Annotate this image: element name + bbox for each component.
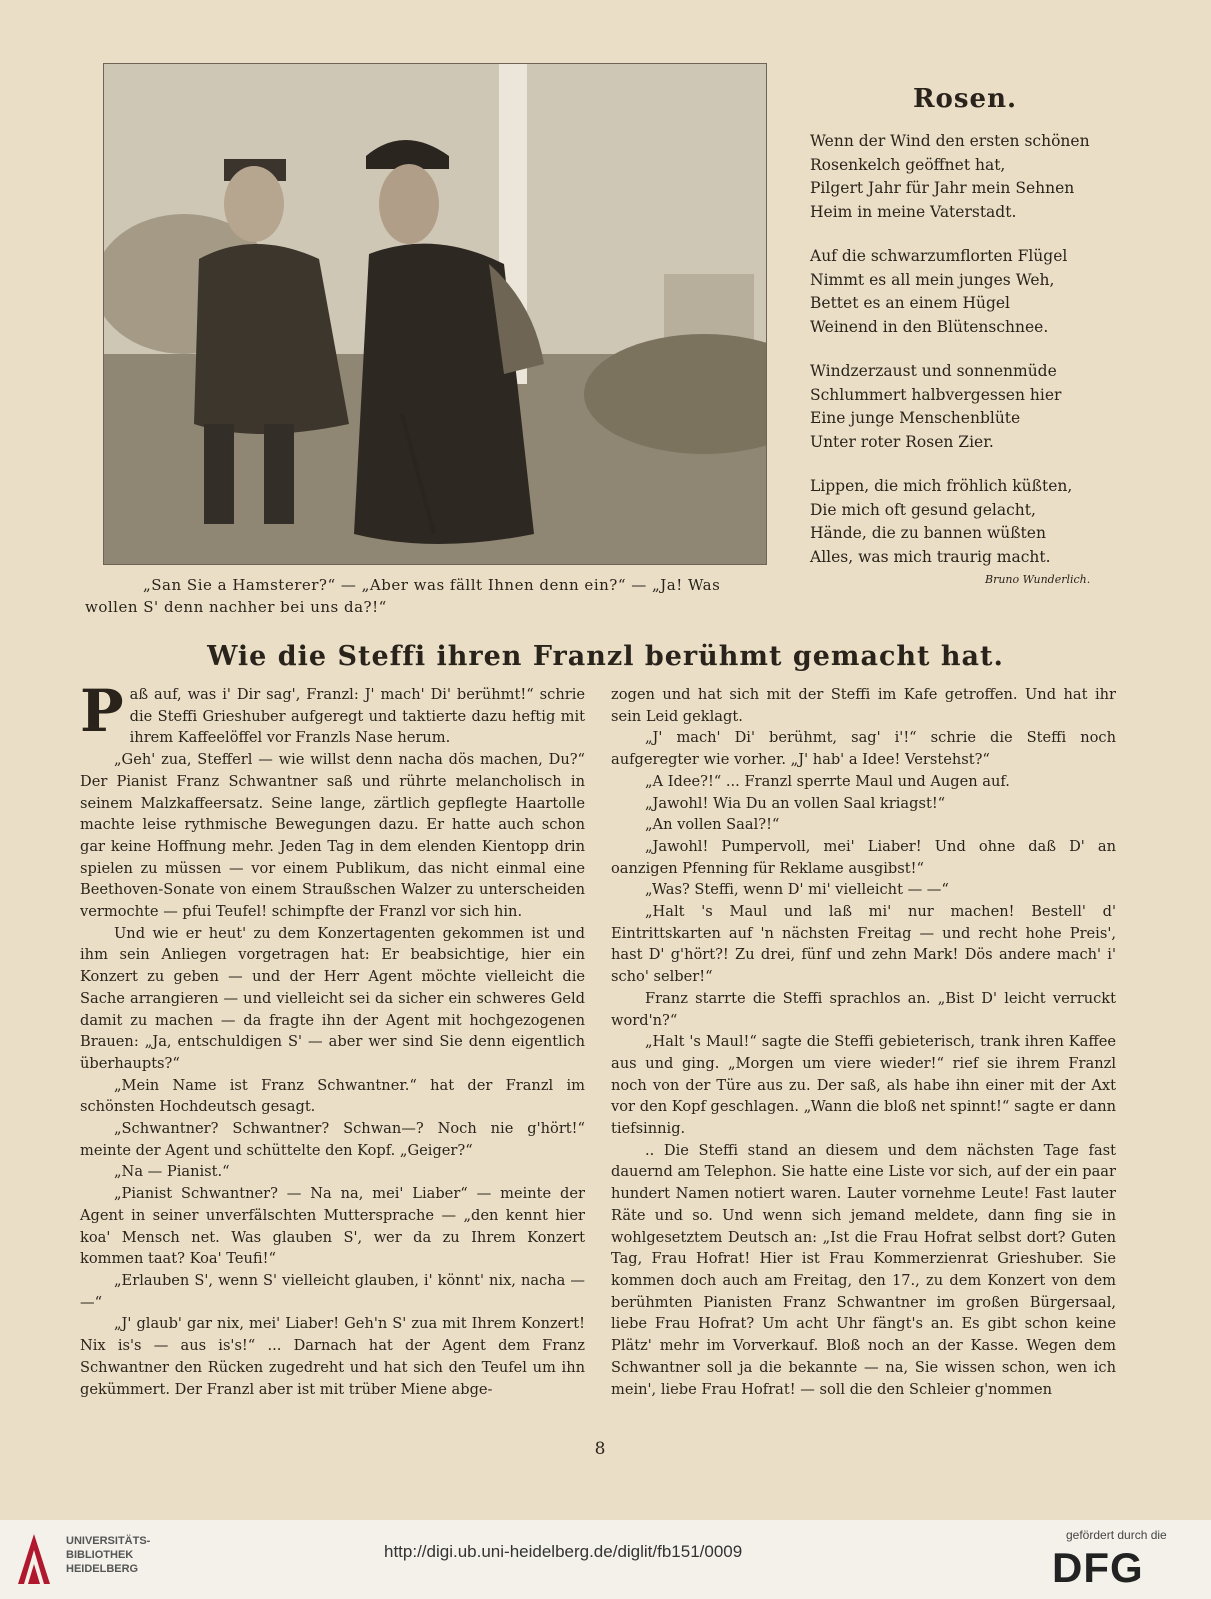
poem-line: Windzerzaust und sonnenmüde xyxy=(810,362,1057,380)
funded-by-label: gefördert durch die xyxy=(1066,1528,1167,1542)
poem-title: Rosen. xyxy=(912,84,1018,114)
poem-line: Auf die schwarzumflorten Flügel xyxy=(810,247,1068,265)
paragraph: „Na — Pianist.“ xyxy=(114,1163,230,1181)
poem-line: Weinend in den Blütenschnee. xyxy=(810,317,1049,336)
paragraph: aß auf, was i' Dir sag', Franzl: J' mach' Di' berühmt!“ schrie die Steffi Grieshuber aufgeregt und taktierte dazu heftig mit ihrem Kaffeelöffel vor Franzls Nase herum. xyxy=(129,686,585,747)
poem-line: Pilgert Jahr für Jahr mein Sehnen xyxy=(810,179,1075,197)
paragraph: „Was? Steffi, wenn D' mi' vielleicht — —“ xyxy=(645,881,949,899)
poem-line: Bettet es an einem Hügel xyxy=(810,294,1011,312)
illustration-caption xyxy=(85,574,785,618)
paragraph: „Pianist Schwantner? — Na na, mei' Liaber“ — meinte der Agent in seiner unverfälschten Muttersprache — „den kennt hier koa' Mensch net. Was glauben S', wer da zu Ihrem Konzert kommen taat? Koa' Teufi!“ xyxy=(80,1185,585,1268)
poem-line: Wenn der Wind den ersten schönen xyxy=(810,132,1090,150)
drop-cap: P xyxy=(80,677,124,745)
poem-line: Schlummert halbvergessen hier xyxy=(810,385,1062,404)
paragraph: „Jawohl! Pumpervoll, mei' Liaber! Und ohne daß D' an oanzigen Pfenning für Reklame ausgibst!“ xyxy=(611,837,1116,877)
article-column-right xyxy=(611,684,1116,1400)
poem-line: Rosenkelch geöffnet hat, xyxy=(810,155,1006,174)
university-logo-icon[interactable] xyxy=(14,1530,54,1588)
poem xyxy=(810,130,1110,590)
poem-stanza xyxy=(810,475,1110,569)
poem-line: Heim in meine Vaterstadt. xyxy=(810,202,1017,221)
poem-stanza xyxy=(810,130,1110,224)
paragraph: „J' glaub' gar nix, mei' Liaber! Geh'n S' zua mit Ihrem Konzert! Nix is's — aus is's!“ ... Darnach hat der Agent dem Franz Schwantner den Rücken zugedreht und hat sich den Teufel um ihn gekümmert. Der Franzl aber ist mit trüber Miene abge- xyxy=(80,1315,585,1398)
poem-line: Alles, was mich traurig macht. xyxy=(810,547,1051,566)
paragraph: „Jawohl! Wia Du an vollen Saal kriagst!“ xyxy=(645,794,946,812)
poem-line: Hände, die zu bannen wüßten xyxy=(810,524,1046,542)
institution-line: UNIVERSITÄTS- xyxy=(66,1535,151,1547)
poem-stanza xyxy=(810,360,1110,454)
article-column-left xyxy=(80,677,585,1400)
paragraph: „Erlauben S', wenn S' vielleicht glauben, i' könnt' nix, nacha — —“ xyxy=(80,1271,585,1311)
source-url-link[interactable]: http://digi.ub.uni-heidelberg.de/diglit/fb151/0009 xyxy=(384,1542,743,1561)
institution-name[interactable] xyxy=(66,1534,150,1576)
paragraph: zogen und hat sich mit der Steffi im Kafe getroffen. Und hat ihr sein Leid geklagt. xyxy=(611,686,1116,725)
paragraph: Franz starrte die Steffi sprachlos an. „Bist D' leicht verruckt word'n?“ xyxy=(611,989,1116,1029)
dfg-logo[interactable]: DFG xyxy=(1052,1544,1144,1591)
institution-line: BIBLIOTHEK xyxy=(66,1549,134,1561)
paragraph: „A Idee?!“ ... Franzl sperrte Maul und Augen auf. xyxy=(645,772,1010,790)
caption-line-1: „San Sie a Hamsterer?“ — „Aber was fällt Ihnen denn ein?“ — „Ja! Was xyxy=(143,576,721,594)
illustration-drawing xyxy=(104,64,766,564)
poem-line: Die mich oft gesund gelacht, xyxy=(810,500,1036,519)
poem-line: Eine junge Menschenblüte xyxy=(810,409,1021,427)
article-title: Wie die Steffi ihren Franzl berühmt gemacht hat. xyxy=(207,641,1004,672)
paragraph: Und wie er heut' zu dem Konzertagenten gekommen ist und ihm sein Anliegen vorgetragen hat: Er beabsichtige, hier ein Konzert zu geben — und der Herr Agent möchte vielleicht die Sache arrangieren — und vielleicht sei da sicher ein schweres Geld damit zu machen — da fragte ihn der Agent mit hochgezogenen Brauen: „Ja, entschuldigen S' — aber wer sind Sie denn eigentlich überhaupts?“ xyxy=(80,924,585,1072)
paragraph: „An vollen Saal?!“ xyxy=(645,816,780,834)
paragraph: „Halt 's Maul!“ sagte die Steffi gebieterisch, trank ihren Kaffee aus und ging. „Morgen um viere wieder!“ rief sie ihrem Franzl noch von der Türe aus zu. Der saß, als habe ihn einer mit der Axt vor den Kopf geschlagen. „Wann die bloß net spinnt!“ sagte er dann tiefsinnig. xyxy=(611,1033,1116,1138)
footer-bar xyxy=(0,1520,1211,1599)
illustration-two-men xyxy=(103,63,767,565)
poem-line: Nimmt es all mein junges Weh, xyxy=(810,270,1055,289)
paragraph: .. Die Steffi stand an diesem und dem nächsten Tage fast dauernd am Telephon. Sie hatte eine Liste vor sich, auf der ein paar hundert Namen notiert waren. Lauter vornehme Leute! Fast lauter Räte und so. Und wenn sich jemand meldete, dann fing sie in wohlgesetztem Deutsch an: „Ist die Frau Hofrat selbst dort? Guten Tag, Frau Hofrat! Hier ist Frau Kommerzienrat Grieshuber. Sie kommen doch auch am Freitag, den 17., zu dem Konzert von dem berühmten Pianisten Franz Schwantner im großen Bürgersaal, liebe Frau Hofrat? Um acht Uhr fängt's an. Es gibt schon keine Plätz' mehr im Vorverkauf. Bloß noch an der Kasse. Wegen dem Schwantner soll ja die bekannte — na, Sie wissen schon, wen ich mein', liebe Frau Hofrat! — soll die den Schleier g'nommen xyxy=(611,1141,1116,1398)
caption-line-2: wollen S' denn nachher bei uns da?!“ xyxy=(85,598,387,616)
paragraph: „Mein Name ist Franz Schwantner.“ hat der Franzl im schönsten Hochdeutsch gesagt. xyxy=(80,1076,585,1116)
paragraph: „J' mach' Di' berühmt, sag' i'!“ schrie die Steffi noch aufgeregter wie vorher. „J' hab' a Idee! Verstehst?“ xyxy=(611,729,1116,769)
paragraph: „Halt 's Maul und laß mi' nur machen! Bestell' d' Eintrittskarten auf 'n nächsten Freitag — und recht hohe Preis', hast D' g'hört?! Zu drei, fünf und zehn Mark! Dös andere mach' i' scho' selber!“ xyxy=(611,903,1116,986)
poem-author: Bruno Wunderlich. xyxy=(985,573,1091,586)
poem-line: Lippen, die mich fröhlich küßten, xyxy=(810,477,1073,495)
paragraph: „Schwantner? Schwantner? Schwan—? Noch nie g'hört!“ meinte der Agent und schüttelte den Kopf. „Geiger?“ xyxy=(80,1120,585,1159)
poem-stanza xyxy=(810,245,1110,339)
poem-line: Unter roter Rosen Zier. xyxy=(810,432,994,451)
page-number: 8 xyxy=(594,1439,606,1459)
paragraph: „Geh' zua, Stefferl — wie willst denn nacha dös machen, Du?“ Der Pianist Franz Schwantner saß und rührte melancholisch in seinem Malzkaffeersatz. Seine lange, zärtlich gepflegte Haartolle machte leise rythmische Bewegungen dazu. Er hatte auch schon gar keine Hoffnung mehr. Jeden Tag in dem elenden Kientopp drin spielen zu müssen — vor einem Publikum, das nicht einmal eine Beethoven-Sonate von einem Straußschen Walzer zu unterscheiden vermochte — pfui Teufel! schimpfte der Franzl vor sich hin. xyxy=(80,751,585,921)
institution-line: HEIDELBERG xyxy=(66,1563,139,1575)
